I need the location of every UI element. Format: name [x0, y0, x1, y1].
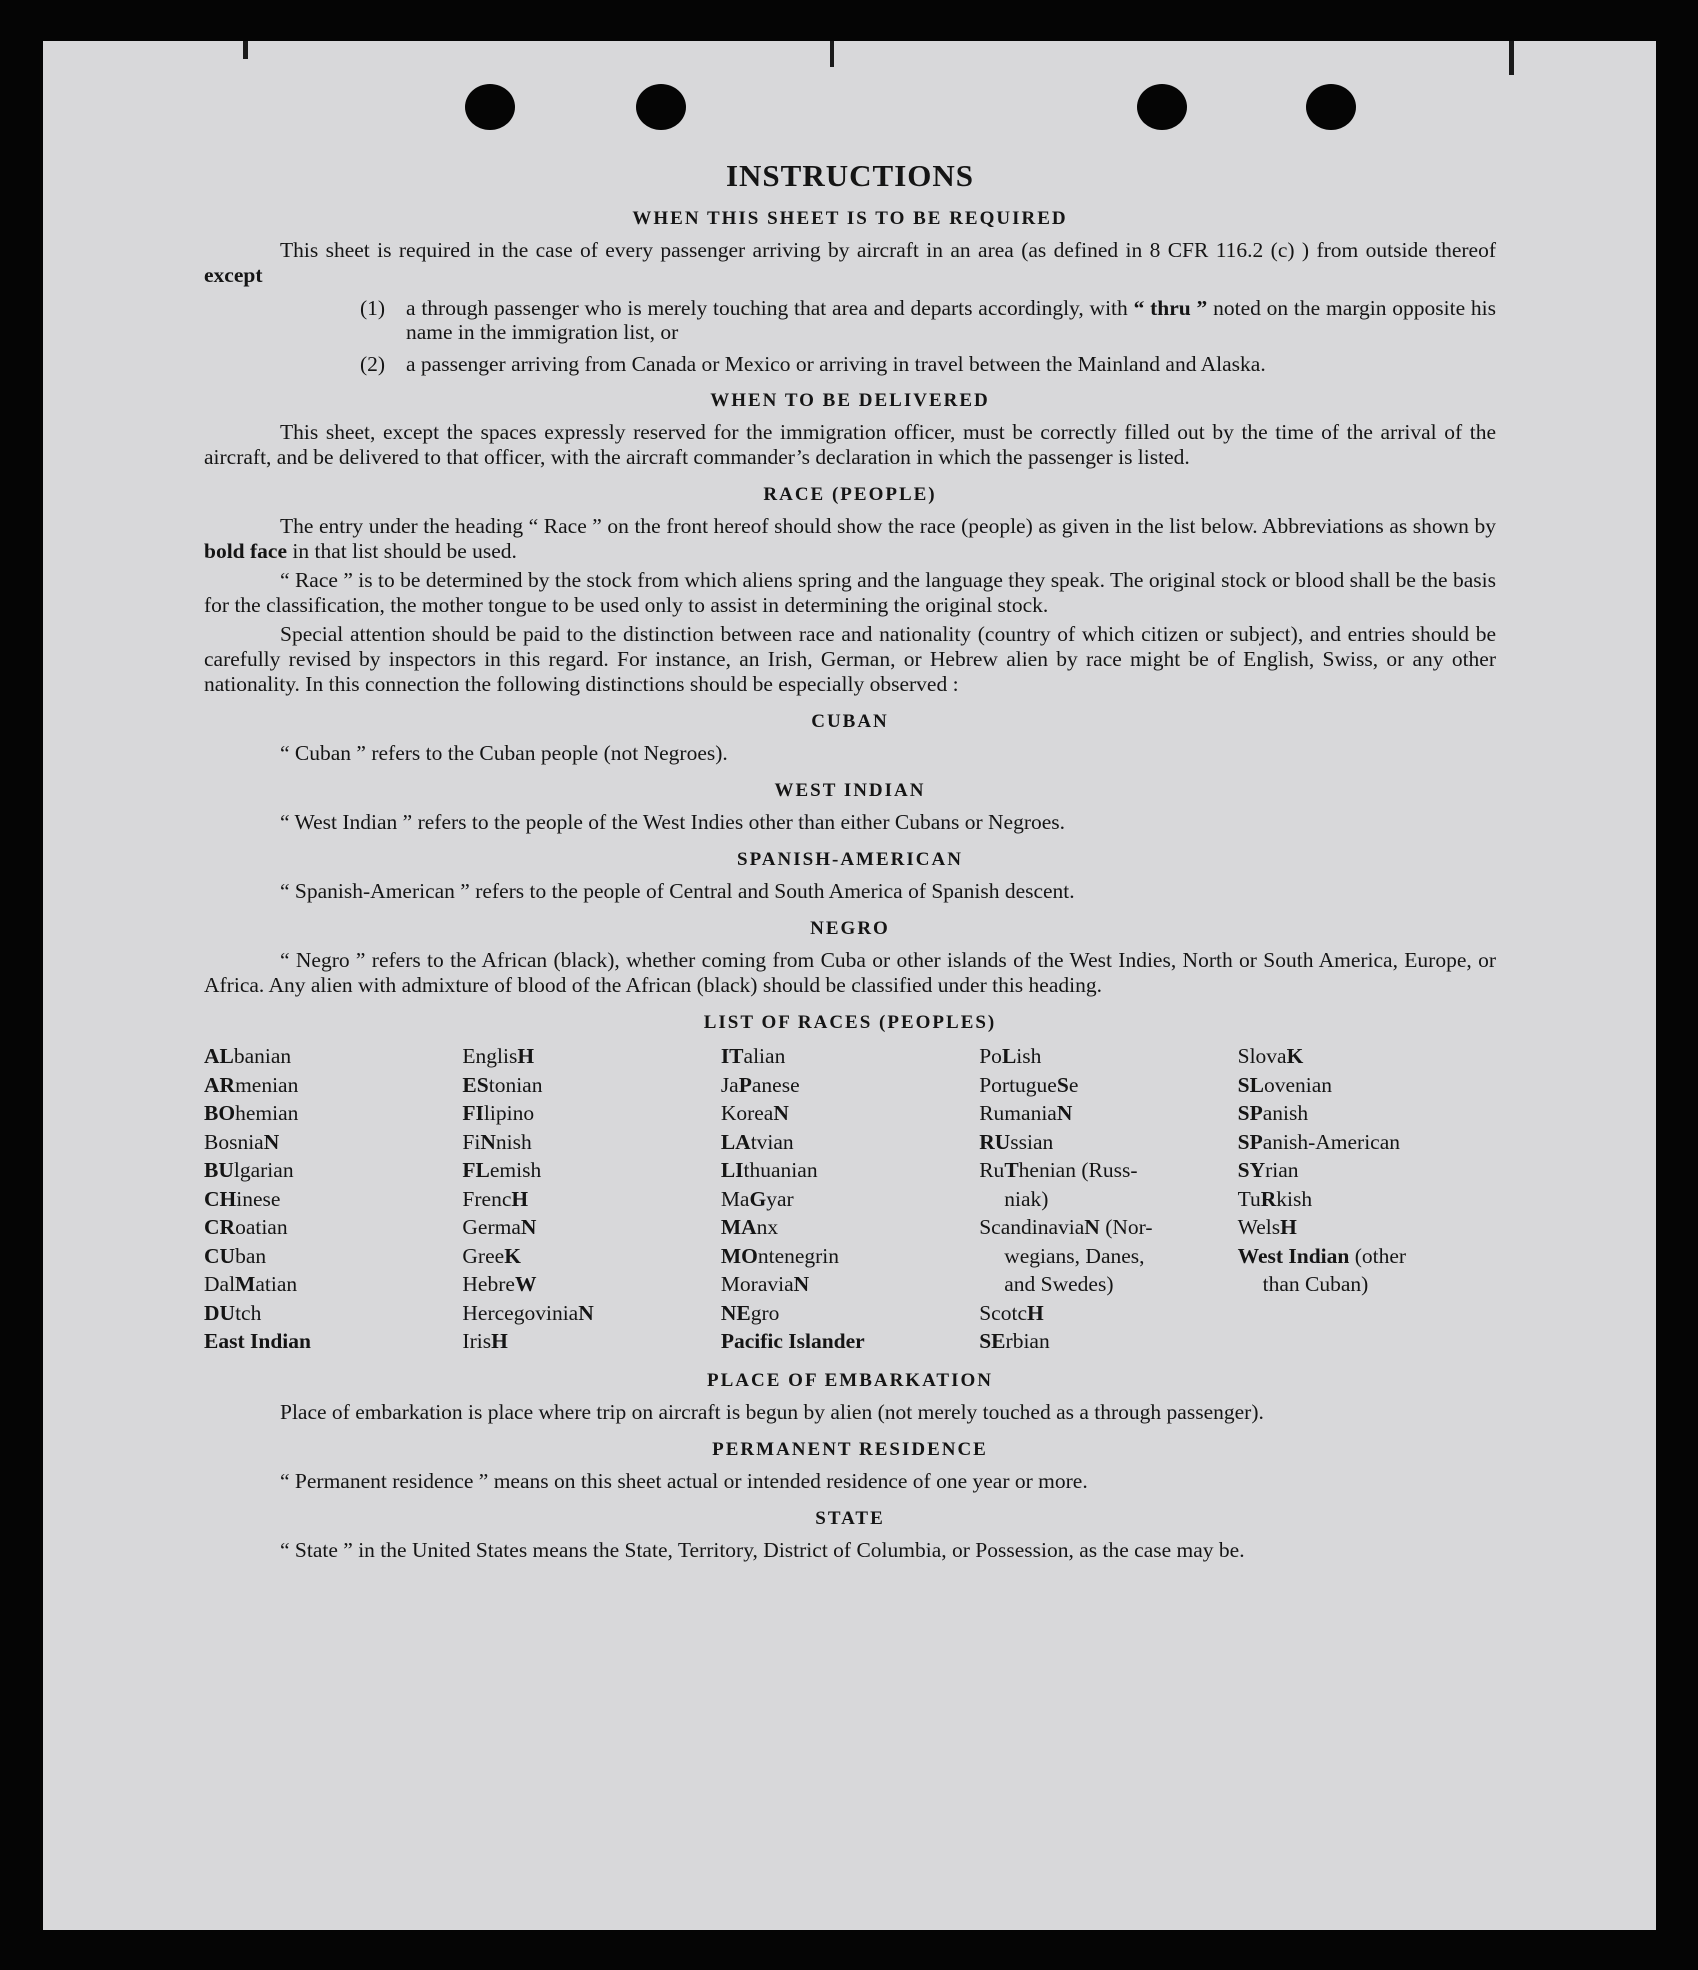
race-entry: MaGyar [720, 1186, 794, 1211]
race-entry: MOntenegrin [720, 1243, 840, 1268]
race-entry: CHinese [204, 1186, 281, 1211]
embarkation-text: Place of embarkation is place where trip on aircraft is begun by alien (not merely touched as a through passenger). [280, 1399, 1264, 1424]
race-entry: CUban [204, 1243, 267, 1268]
race-entry: LAtvian [720, 1129, 794, 1154]
race-entry: NEgro [720, 1300, 780, 1325]
race-column [462, 1042, 720, 1356]
punch-hole [465, 84, 515, 130]
race-paragraph-3: Special attention should be paid to the distinction between race and nationality (country of which citizen or subject), and entries should be carefully revised by inspectors in this regard. For instance, an Irish, German, or Hebrew alien by race might be of English, Swiss, or any other nationality. In this connection the following distinctions should be especially observed : [204, 622, 1496, 696]
race-entry: TuRkish [1237, 1186, 1313, 1211]
race-entry: LIthuanian [720, 1158, 818, 1182]
heading-spanish-american: SPANISH-AMERICAN [737, 849, 963, 870]
instructions-body [204, 150, 1496, 1567]
state-text: “ State ” in the United States means the State, Territory, District of Columbia, or Possession, as the case may be. [280, 1537, 1245, 1562]
heading-state: STATE [815, 1507, 885, 1529]
heading-race: RACE (PEOPLE) [763, 484, 937, 505]
race-entry: SLovenian [1237, 1072, 1332, 1097]
heading-when-delivered: WHEN TO BE DELIVERED [710, 390, 990, 411]
race-entry: wegians, Danes, [1004, 1243, 1145, 1268]
race-column [721, 1042, 979, 1356]
exception-item-2: (2) a passenger arriving from Canada or Mexico or arriving in travel between the Mainland and Alaska. [360, 352, 1266, 376]
race-entry: HercegoviniaN [462, 1300, 594, 1325]
race-entry: FIlipino [462, 1101, 535, 1125]
residence-text: “ Permanent residence ” means on this sheet actual or intended residence of one year or more. [280, 1468, 1088, 1493]
race-entry: FrencH [462, 1186, 529, 1211]
punch-hole [636, 84, 686, 130]
race-entry: and Swedes) [1004, 1272, 1114, 1296]
race-entry: than Cuban) [1262, 1272, 1369, 1296]
punch-hole [1306, 84, 1356, 130]
race-entry: WelsH [1237, 1215, 1297, 1239]
when-required-paragraph: This sheet is required in the case of every passenger arriving by aircraft in an area (as defined in 8 CFR 116.2 (c) ) from outside thereof except [204, 238, 1496, 287]
race-entry: RuThenian (Russ- [979, 1158, 1138, 1182]
heading-embarkation: PLACE OF EMBARKATION [707, 1369, 993, 1391]
exception-item-1: (1) a through passenger who is merely touching that area and departs accordingly, with “ thru ” noted on the margin opposite his name in the immigration list, or [360, 296, 1497, 344]
race-entry: East Indian [204, 1329, 311, 1353]
when-delivered-paragraph: This sheet, except the spaces expressly reserved for the immigration officer, must be correctly filled out by the time of the arrival of the aircraft, and be delivered to that officer, with the aircraft commander’s declaration in which the passenger is listed. [204, 420, 1496, 469]
race-entry: SlovaK [1237, 1044, 1304, 1068]
heading-west-indian: WEST INDIAN [774, 780, 926, 801]
heading-when-required: WHEN THIS SHEET IS TO BE REQUIRED [632, 208, 1068, 229]
race-entry: West Indian (other [1237, 1243, 1407, 1268]
cuban-text: “ Cuban ” refers to the Cuban people (not Negroes). [280, 741, 728, 765]
race-entry: HebreW [462, 1272, 537, 1296]
edge-mark [1509, 41, 1514, 75]
race-entry: PortugueSe [979, 1072, 1079, 1097]
race-entry: SPanish-American [1237, 1129, 1401, 1154]
race-entry: BUlgarian [204, 1158, 294, 1182]
race-entry: SYrian [1237, 1158, 1299, 1182]
race-entry: Pacific Islander [720, 1329, 865, 1353]
races-list [204, 1042, 1496, 1356]
race-paragraph-2: “ Race ” is to be determined by the stock from which aliens spring and the language they speak. The original stock or blood shall be the basis for the classification, the mother tongue to be used only to assist in determining the original stock. [204, 568, 1496, 617]
race-entry: CRoatian [204, 1215, 288, 1239]
race-entry: DUtch [204, 1300, 262, 1325]
race-entry: FiNnish [462, 1129, 532, 1154]
race-entry: DalMatian [204, 1272, 298, 1296]
race-entry: ARmenian [204, 1072, 299, 1097]
race-column [979, 1042, 1237, 1356]
race-entry: ITalian [720, 1044, 786, 1068]
race-entry: EStonian [462, 1072, 543, 1097]
edge-mark [830, 41, 834, 67]
race-entry: ScotcH [979, 1300, 1044, 1325]
race-entry: BOhemian [204, 1101, 299, 1125]
spanish-american-text: “ Spanish-American ” refers to the people of Central and South America of Spanish descent. [280, 879, 1075, 903]
race-entry: SErbian [979, 1329, 1050, 1353]
heading-list-of-races: LIST OF RACES (PEOPLES) [703, 1012, 997, 1033]
race-entry: KoreaN [720, 1101, 789, 1125]
race-entry: ALbanian [204, 1044, 292, 1068]
race-column [204, 1042, 462, 1356]
page-title: INSTRUCTIONS [725, 158, 974, 193]
race-entry: EnglisH [462, 1044, 535, 1068]
race-entry: GermaN [462, 1215, 537, 1239]
race-entry: PoLish [979, 1044, 1042, 1068]
race-entry: SPanish [1237, 1101, 1309, 1125]
race-entry: ScandinaviaN (Nor- [979, 1215, 1153, 1239]
race-entry: RUssian [979, 1129, 1054, 1154]
race-entry: BosniaN [204, 1129, 280, 1154]
race-column [1238, 1042, 1496, 1356]
race-entry: MAnx [720, 1215, 779, 1239]
race-entry: FLemish [462, 1158, 542, 1182]
race-entry: MoraviaN [720, 1272, 810, 1296]
race-entry: JaPanese [720, 1072, 800, 1097]
race-entry: GreeK [462, 1243, 521, 1268]
edge-mark [243, 41, 248, 59]
race-paragraph-1: The entry under the heading “ Race ” on the front hereof should show the race (people) as given in the list below. Abbreviations as shown by bold face in that list should be used. [204, 514, 1496, 563]
negro-text: “ Negro ” refers to the African (black), whether coming from Cuba or other islands of the West Indies, North or South America, Europe, or Africa. Any alien with admixture of blood of the African (black) should be classified under this heading. [204, 948, 1496, 997]
race-entry: IrisH [462, 1329, 508, 1353]
west-indian-text: “ West Indian ” refers to the people of the West Indies other than either Cubans or Negroes. [280, 810, 1066, 834]
heading-cuban: CUBAN [811, 711, 889, 732]
race-entry: niak) [1004, 1186, 1049, 1211]
heading-permanent-residence: PERMANENT RESIDENCE [712, 1438, 988, 1460]
race-entry: RumaniaN [979, 1101, 1073, 1125]
punch-hole [1137, 84, 1187, 130]
heading-negro: NEGRO [810, 918, 890, 939]
